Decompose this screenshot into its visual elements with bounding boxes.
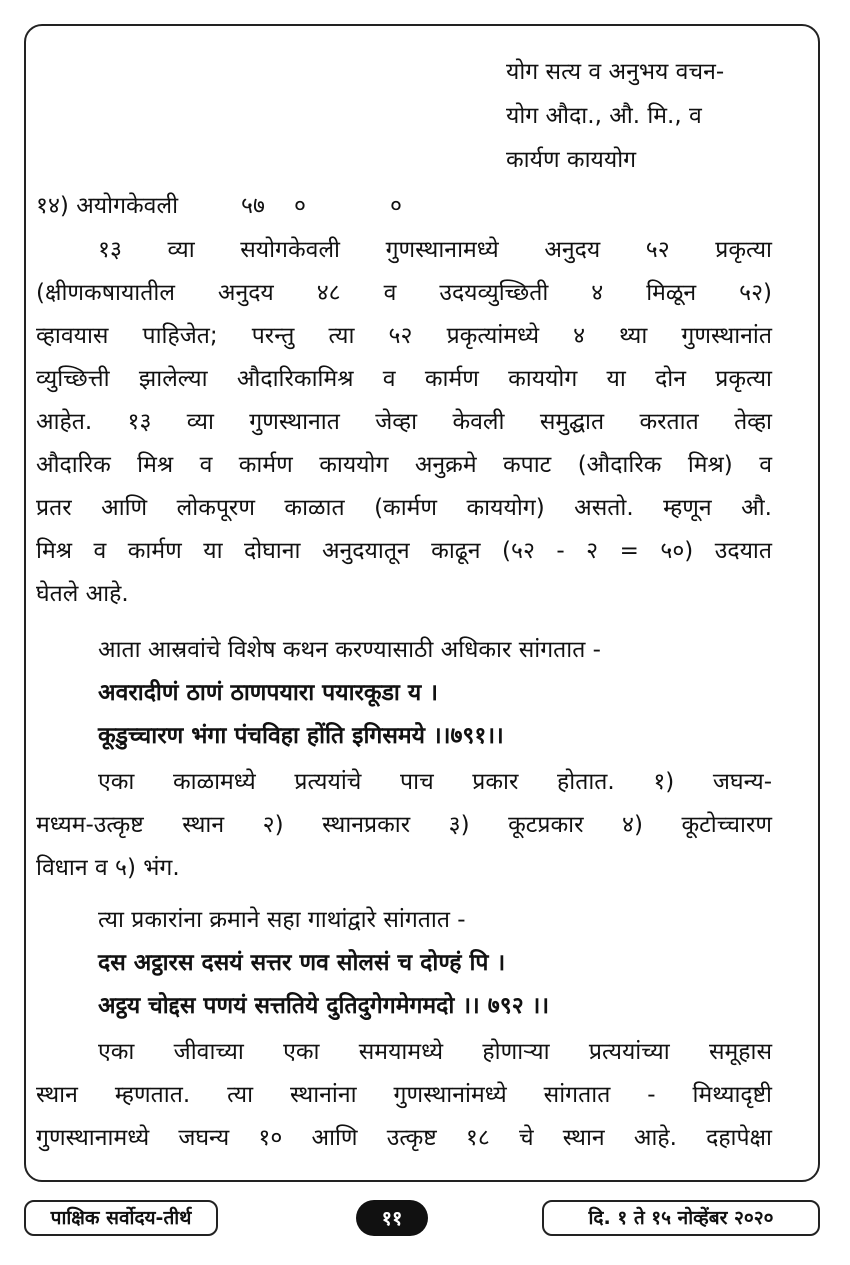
para5-line-2: स्थान म्हणतात. त्या स्थानांना गुणस्थानांमध्ये सांगतात - मिथ्यादृष्टी [36,1082,772,1108]
row14-value-2: ० [294,193,306,219]
para1-line-5: आहेत. १३ व्या गुणस्थानात जेव्हा केवली समुद्घात करतात तेव्हा [36,409,772,435]
para1-line-4: व्युच्छित्ती झालेल्या औदारिकामिश्र व कार्मण काययोग या दोन प्रकृत्या [36,366,772,392]
para3-line-2: मध्यम-उत्कृष्ट स्थान २) स्थानप्रकार ३) कूटप्रकार ४) कूटोच्चारण [36,812,772,838]
para1-line-7: प्रतर आणि लोकपूरण काळात (कार्मण काययोग) असतो. म्हणून औ. [36,495,772,521]
header-line-1: योग सत्य व अनुभय वचन- [506,59,725,85]
intro-4: त्या प्रकारांना क्रमाने सहा गाथांद्वारे सांगतात - [98,907,466,933]
para1-line-1: १३ व्या सयोगकेवली गुणस्थानामध्ये अनुदय ५२ प्रकृत्या [98,237,772,263]
header-line-3: कार्यण काययोग [506,147,637,173]
para1-line-3: व्हावयास पाहिजेत; परन्तु त्या ५२ प्रकृत्यांमध्ये ४ थ्या गुणस्थानांत [36,323,772,349]
para5-line-1: एका जीवाच्या एका समयामध्ये होणाऱ्या प्रत्ययांच्या समूहास [98,1039,772,1065]
row14-value-1: ५७ [241,193,265,219]
gatha2-line-2: अट्ठय चोद्दस पणयं सत्ततिये दुतिदुगेगमेगमदो ।। ७९२ ।। [98,993,550,1019]
header-line-2: योग औदा., औ. मि., व [506,103,702,129]
intro-2: आता आस्रवांचे विशेष कथन करण्यासाठी अधिकार सांगतात - [98,637,601,663]
gatha2-line-1: दस अट्ठारस दसयं सत्तर णव सोलसं च दोण्हं पि । [98,950,506,976]
gatha1-line-2: कूडुच्चारण भंगा पंचविहा होंति इगिसमये ।।७९१।। [98,723,504,749]
para1-line-6: औदारिक मिश्र व कार्मण काययोग अनुक्रमे कपाट (औदारिक मिश्र) व [36,452,772,478]
para1-line-9: घेतले आहे. [36,581,129,607]
row14-value-3: ० [390,193,402,219]
footer-publication-name: पाक्षिक सर्वोदय-तीर्थ [24,1200,218,1236]
footer-date: दि. १ ते १५ नोव्हेंबर २०२० [542,1200,820,1236]
gatha1-line-1: अवरादीणं ठाणं ठाणपयारा पयारकूडा य । [98,680,438,706]
row14-label: १४) अयोगकेवली [36,193,179,219]
page-number-badge: ११ [356,1200,428,1236]
para3-line-1: एका काळामध्ये प्रत्ययांचे पाच प्रकार होतात. १) जघन्य- [98,769,772,795]
para1-line-2: (क्षीणकषायातील अनुदय ४८ व उदयव्युच्छिती ४ मिळून ५२) [36,280,772,306]
para1-line-8: मिश्र व कार्मण या दोघाना अनुदयातून काढून (५२ - २ = ५०) उदयात [36,538,772,564]
para3-line-3: विधान व ५) भंग. [36,855,180,881]
para5-line-3: गुणस्थानामध्ये जघन्य १० आणि उत्कृष्ट १८ चे स्थान आहे. दहापेक्षा [36,1125,772,1151]
